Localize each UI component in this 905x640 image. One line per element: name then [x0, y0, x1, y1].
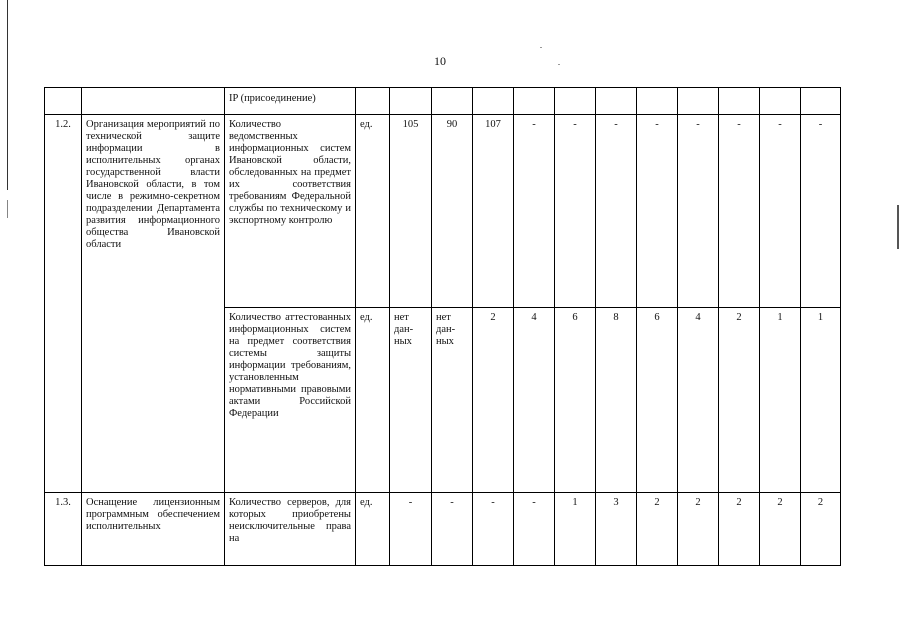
value-cell: 6: [637, 308, 678, 493]
value-cell: 8: [596, 308, 637, 493]
value-cell: 4: [678, 308, 719, 493]
value-cell: 2: [637, 493, 678, 566]
item-number: 1.3.: [45, 493, 82, 566]
indicator-text: Количество ведомственных информационных систем Ивановской области, обследованных на предмет их соответствия требованиям Федеральной службы по техническому и экспортному контролю: [225, 115, 356, 308]
value-cell: -: [390, 493, 432, 566]
cell-value: [760, 88, 801, 115]
scan-dust-mark: [558, 64, 560, 65]
item-name: Организация мероприятий по технической защите информации в исполнительных органах государственной власти Ивановской области, в том числе в режимно-секретном подразделении Департамента развития информационного общества Ивановской области: [82, 115, 225, 493]
value-cell: -: [596, 115, 637, 308]
indicator-table: [44, 87, 841, 566]
indicator-text: Количество аттестованных информационных систем на предмет соответствия системы защиты информации требованиям, установленным нормативными правовыми актами Российской Федерации: [225, 308, 356, 493]
value-cell: 2: [801, 493, 841, 566]
item-number: 1.2.: [45, 115, 82, 493]
no-data-line: ных: [394, 336, 412, 347]
value-cell-no-data: [432, 308, 473, 493]
value-cell: -: [637, 115, 678, 308]
cell-value: [473, 88, 514, 115]
cell-value: [390, 88, 432, 115]
item-name: Оснащение лицензионным программным обеспечением исполнительных: [82, 493, 225, 566]
cell-value: [678, 88, 719, 115]
cell-num: [45, 88, 82, 115]
no-data-line: дан-: [394, 324, 414, 335]
value-cell: 1: [801, 308, 841, 493]
no-data-line: ных: [436, 336, 454, 347]
cell-unit: [356, 88, 390, 115]
table-row: [45, 88, 841, 115]
page-number: 10: [434, 54, 446, 68]
unit-cell: ед.: [356, 493, 390, 566]
value-cell: 107: [473, 115, 514, 308]
table-row: [45, 493, 841, 566]
value-cell: 4: [514, 308, 555, 493]
scan-edge-line-lower: [7, 200, 8, 218]
cell-value: [596, 88, 637, 115]
value-cell: -: [678, 115, 719, 308]
value-cell: 3: [596, 493, 637, 566]
value-cell: 2: [473, 308, 514, 493]
cell-indicator: IP (присоединение): [225, 88, 356, 115]
value-cell: -: [432, 493, 473, 566]
indicator-text: Количество серверов, для которых приобретены неисключительные права на: [225, 493, 356, 566]
value-cell: -: [760, 115, 801, 308]
scan-edge-line: [7, 0, 8, 190]
cell-name: [82, 88, 225, 115]
table-row: [45, 115, 841, 308]
scan-dust-mark: [540, 47, 542, 48]
cell-value: [637, 88, 678, 115]
value-cell-no-data: [390, 308, 432, 493]
no-data-line: нет: [436, 312, 451, 323]
value-cell: -: [801, 115, 841, 308]
value-cell: -: [555, 115, 596, 308]
cell-value: [432, 88, 473, 115]
unit-cell: ед.: [356, 308, 390, 493]
value-cell: 2: [678, 493, 719, 566]
value-cell: 2: [719, 308, 760, 493]
value-cell: -: [473, 493, 514, 566]
value-cell: 2: [760, 493, 801, 566]
scan-edge-mark-right: [897, 205, 899, 249]
value-cell: 1: [555, 493, 596, 566]
value-cell: -: [514, 493, 555, 566]
value-cell: 90: [432, 115, 473, 308]
value-cell: 6: [555, 308, 596, 493]
cell-value: [514, 88, 555, 115]
cell-value: [719, 88, 760, 115]
value-cell: 1: [760, 308, 801, 493]
no-data-line: дан-: [436, 324, 456, 335]
unit-cell: ед.: [356, 115, 390, 308]
no-data-line: нет: [394, 312, 409, 323]
value-cell: 2: [719, 493, 760, 566]
value-cell: -: [719, 115, 760, 308]
value-cell: -: [514, 115, 555, 308]
cell-value: [555, 88, 596, 115]
value-cell: 105: [390, 115, 432, 308]
cell-value: [801, 88, 841, 115]
